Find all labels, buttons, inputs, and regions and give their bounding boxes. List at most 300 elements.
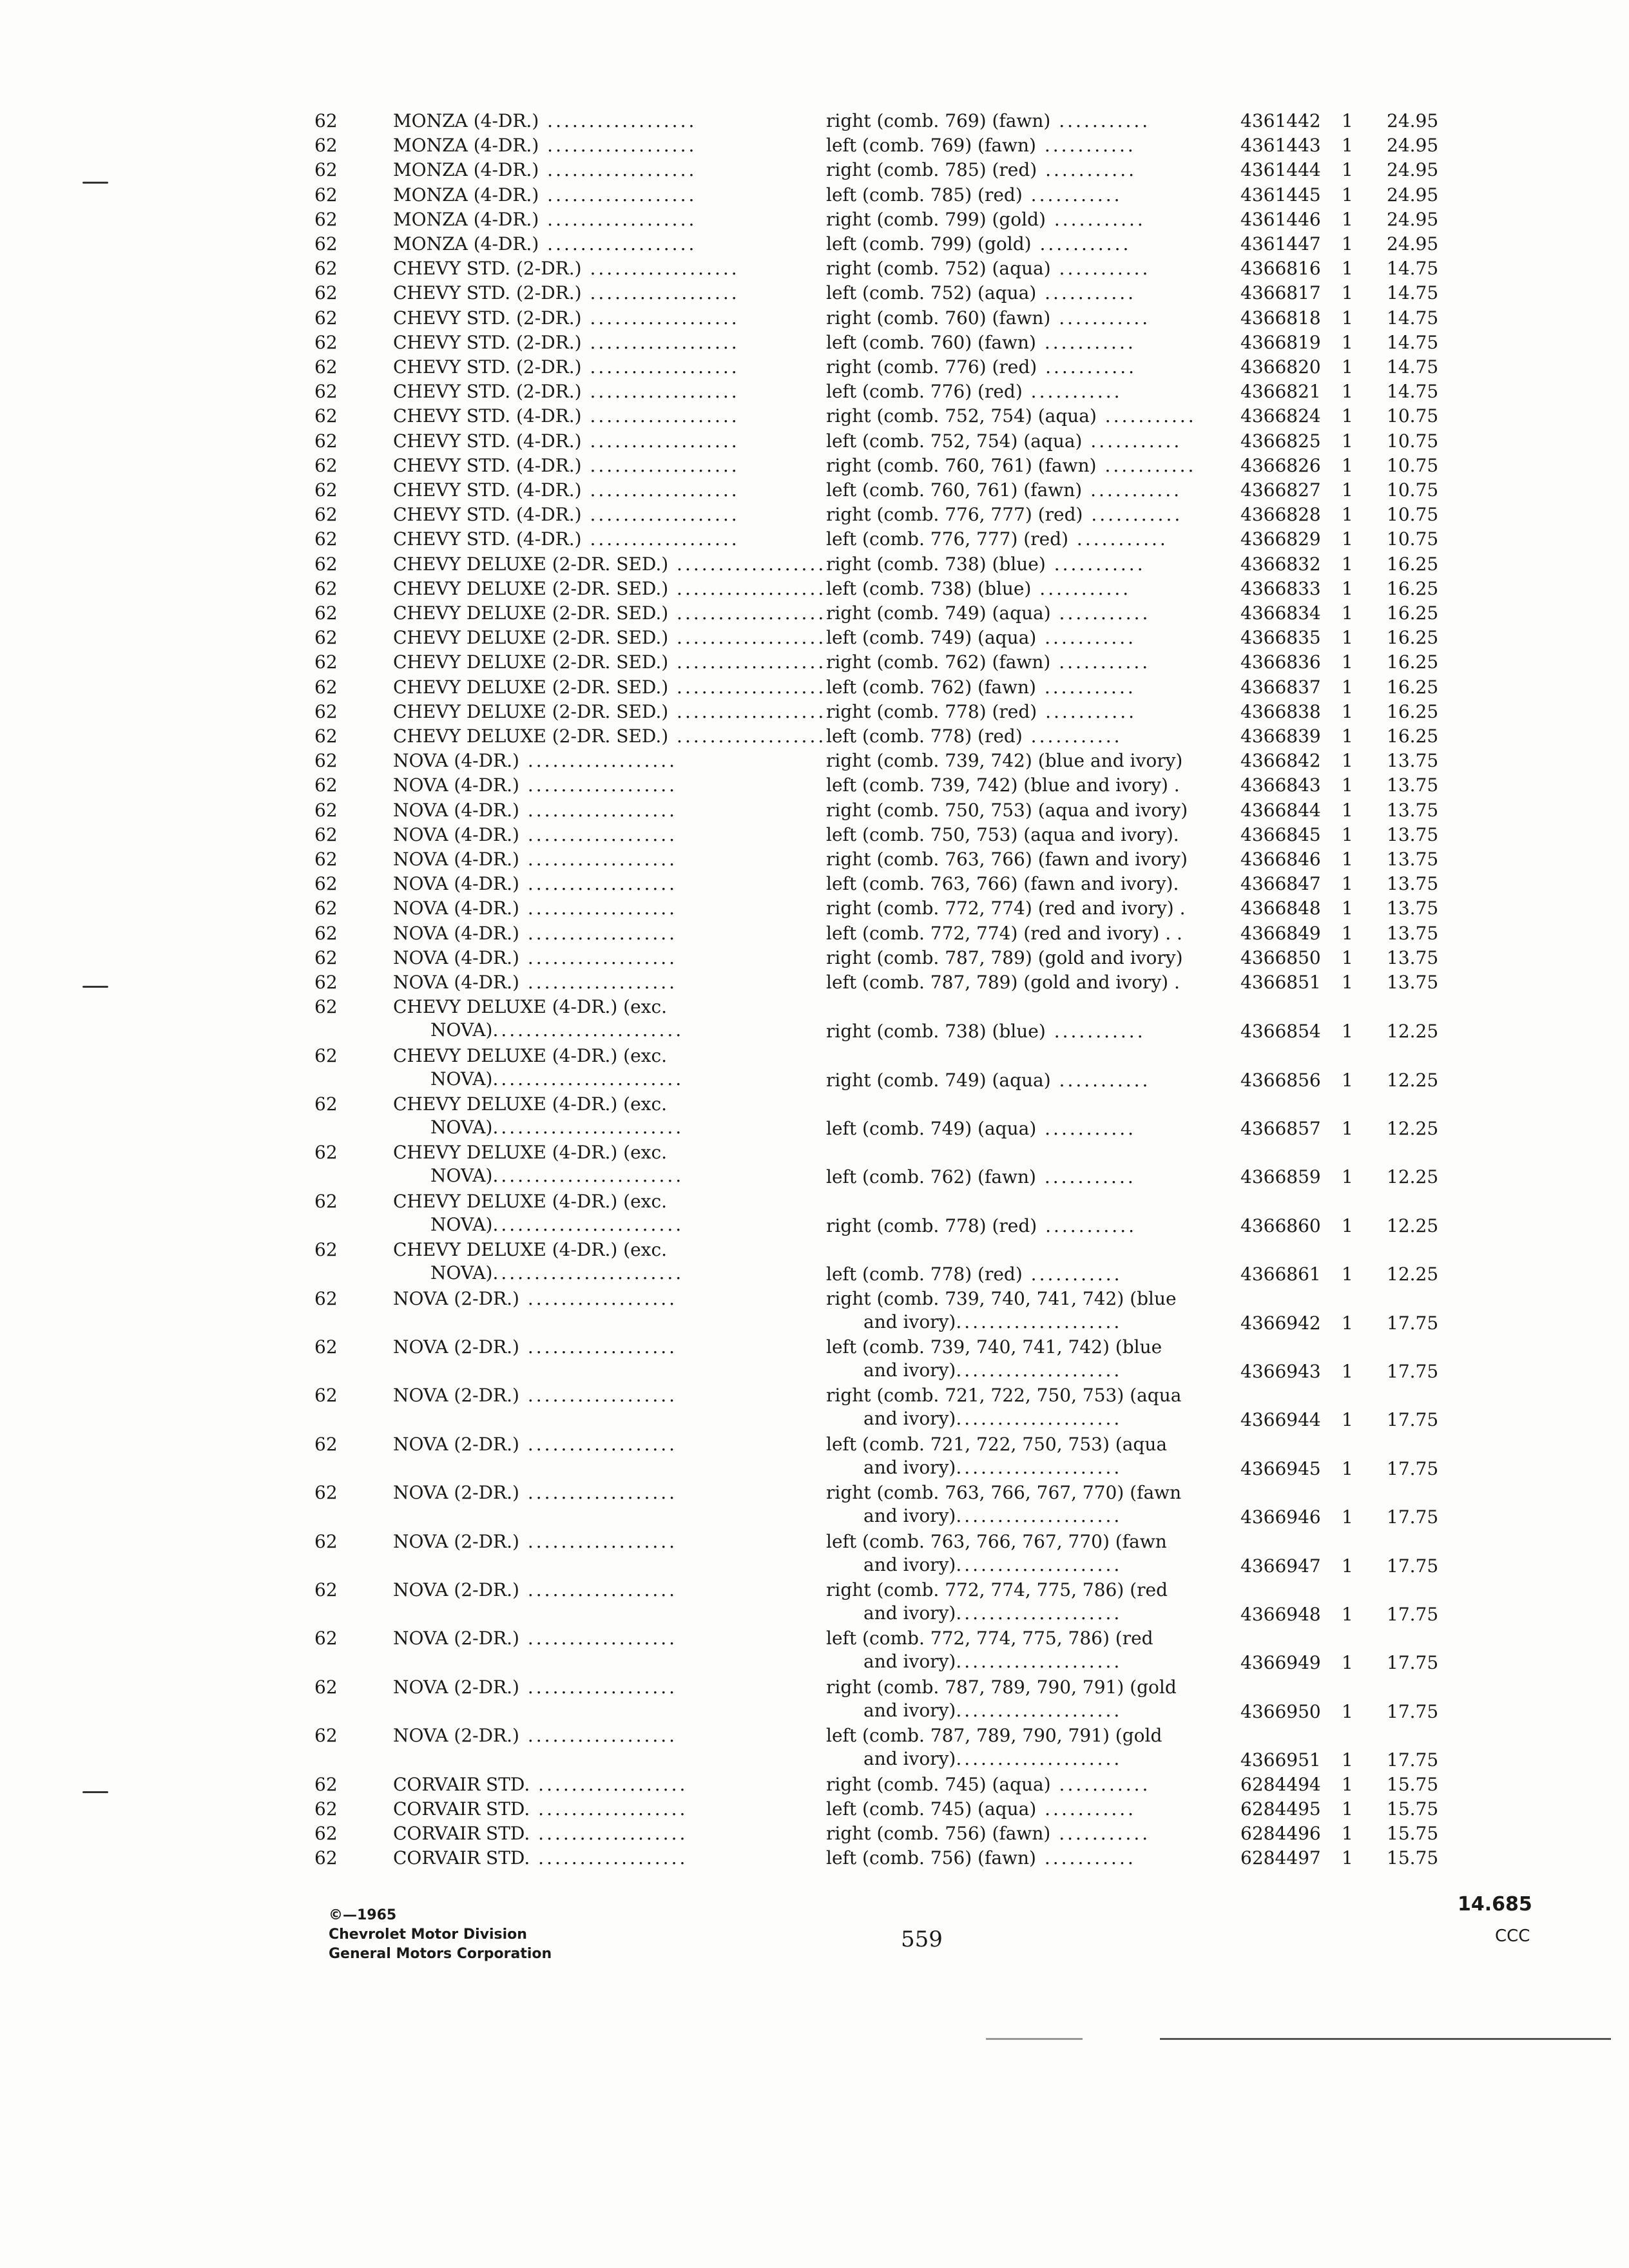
item-description-text: right (comb. 750, 753) (aqua and ivory) bbox=[826, 799, 1188, 821]
list-price: 10.75 bbox=[1387, 430, 1439, 452]
leader-dots: .................. bbox=[539, 184, 697, 206]
leader-dots: .................... bbox=[956, 1553, 1123, 1575]
model-year: 62 bbox=[314, 1773, 338, 1795]
list-price: 16.25 bbox=[1387, 676, 1439, 698]
part-number: 4361442 bbox=[1240, 110, 1321, 131]
part-number: 4366942 bbox=[1240, 1312, 1321, 1334]
part-number: 4366820 bbox=[1240, 356, 1321, 378]
leader-dots: .................... bbox=[956, 1748, 1123, 1770]
item-description bbox=[826, 380, 1239, 403]
model-name-text: CHEVY DELUXE (2-DR. SED.) bbox=[393, 602, 669, 624]
item-description-text: right (comb. 772, 774) (red and ivory) . bbox=[826, 898, 1186, 919]
model-name bbox=[393, 1481, 780, 1504]
item-description bbox=[826, 1773, 1239, 1796]
model-name-text: CHEVY STD. (2-DR.) bbox=[393, 258, 582, 280]
item-description-text: left (comb. 739, 740, 741, 742) (blue bbox=[826, 1336, 1162, 1358]
model-name-text: NOVA (4-DR.) bbox=[393, 922, 519, 944]
model-name-text: MONZA (4-DR.) bbox=[393, 135, 539, 157]
item-description-text: left (comb. 787, 789, 790, 791) (gold bbox=[826, 1725, 1162, 1747]
model-name-text: CHEVY DELUXE (4-DR.) (exc. bbox=[393, 1093, 668, 1115]
list-price: 17.75 bbox=[1387, 1361, 1439, 1382]
model-name-text: CHEVY DELUXE (4-DR.) (exc. bbox=[393, 1142, 668, 1164]
leader-dots: ....................... bbox=[492, 1213, 684, 1235]
model-name bbox=[393, 257, 780, 280]
leader-dots: .................. bbox=[519, 1336, 678, 1358]
part-number: 4361446 bbox=[1240, 208, 1321, 230]
quantity: 1 bbox=[1342, 1069, 1353, 1091]
item-description-text: right (comb. 760) (fawn) bbox=[826, 307, 1051, 329]
list-price: 17.75 bbox=[1387, 1700, 1439, 1722]
model-name-text: CHEVY STD. (4-DR.) bbox=[393, 479, 582, 501]
list-price: 13.75 bbox=[1387, 972, 1439, 993]
leader-dots: .................. bbox=[539, 233, 697, 255]
model-year: 62 bbox=[314, 602, 338, 624]
model-name bbox=[393, 700, 827, 724]
item-description bbox=[826, 1020, 1239, 1043]
leader-dots: .................. bbox=[530, 1798, 688, 1820]
item-description bbox=[826, 651, 1239, 674]
model-name-text: MONZA (4-DR.) bbox=[393, 233, 539, 255]
copyright-line: ©—1965 bbox=[329, 1907, 397, 1923]
model-name-text: CHEVY DELUXE (2-DR. SED.) bbox=[393, 651, 669, 673]
item-description-continued bbox=[826, 1504, 1239, 1528]
leader-dots: ........... bbox=[1050, 1823, 1151, 1844]
part-number: 4366856 bbox=[1240, 1069, 1321, 1091]
item-description-text: left (comb. 750, 753) (aqua and ivory). bbox=[826, 823, 1179, 845]
quantity: 1 bbox=[1342, 1749, 1353, 1771]
leader-dots: ........... bbox=[1082, 430, 1182, 452]
model-name bbox=[393, 922, 780, 945]
list-price: 14.75 bbox=[1387, 258, 1439, 280]
quantity: 1 bbox=[1342, 873, 1353, 895]
part-number: 4366844 bbox=[1240, 799, 1321, 821]
quantity: 1 bbox=[1342, 1773, 1353, 1795]
model-name-text: NOVA (2-DR.) bbox=[393, 1385, 519, 1407]
list-price: 10.75 bbox=[1387, 479, 1439, 501]
list-price: 17.75 bbox=[1387, 1749, 1439, 1771]
item-description-text: left (comb. 752) (aqua) bbox=[826, 282, 1037, 304]
item-description-text: left (comb. 738) (blue) bbox=[826, 577, 1032, 599]
item-description-continued bbox=[826, 1407, 1239, 1430]
model-name bbox=[393, 134, 780, 157]
model-name-text: CHEVY DELUXE (4-DR.) (exc. bbox=[393, 1190, 668, 1212]
item-description-text: left (comb. 763, 766, 767, 770) (fawn bbox=[826, 1530, 1167, 1552]
model-name bbox=[393, 1044, 780, 1091]
model-name-continued-text: NOVA) bbox=[430, 1165, 493, 1187]
item-description bbox=[826, 1822, 1239, 1845]
model-name-text: NOVA (2-DR.) bbox=[393, 1482, 519, 1504]
model-year: 62 bbox=[314, 922, 338, 944]
item-description bbox=[826, 947, 1239, 970]
leader-dots: .................. bbox=[519, 1385, 678, 1407]
item-description bbox=[826, 577, 1239, 601]
model-name-text: CORVAIR STD. bbox=[393, 1823, 530, 1844]
item-description bbox=[826, 1530, 1239, 1577]
item-description-continued bbox=[826, 1456, 1239, 1479]
leader-dots: ........... bbox=[1036, 331, 1136, 353]
quantity: 1 bbox=[1342, 823, 1353, 845]
quantity: 1 bbox=[1342, 479, 1353, 501]
leader-dots: .................. bbox=[668, 651, 827, 673]
item-description-continued-text: and ivory) bbox=[863, 1408, 956, 1430]
leader-dots: .................. bbox=[581, 356, 740, 378]
list-price: 13.75 bbox=[1387, 947, 1439, 968]
model-name bbox=[393, 307, 780, 330]
item-description-text: left (comb. 778) (red) bbox=[826, 726, 1023, 747]
leader-dots: .................. bbox=[668, 627, 827, 649]
item-description bbox=[826, 897, 1239, 920]
quantity: 1 bbox=[1342, 1457, 1353, 1479]
quantity: 1 bbox=[1342, 1264, 1353, 1285]
item-description bbox=[826, 331, 1239, 354]
model-name-text: CORVAIR STD. bbox=[393, 1798, 530, 1820]
leader-dots: .................. bbox=[581, 282, 740, 304]
leader-dots: .................. bbox=[519, 947, 678, 968]
model-name bbox=[393, 208, 780, 231]
leader-dots: ........... bbox=[1036, 1847, 1136, 1869]
leader-dots: .................. bbox=[581, 258, 740, 280]
model-year: 62 bbox=[314, 184, 338, 206]
leader-dots: .................. bbox=[581, 381, 740, 403]
part-number: 4366832 bbox=[1240, 553, 1321, 575]
publisher-block bbox=[329, 1906, 552, 1964]
model-name-text: MONZA (4-DR.) bbox=[393, 159, 539, 181]
quantity: 1 bbox=[1342, 504, 1353, 526]
leader-dots: ........... bbox=[1036, 676, 1136, 698]
leader-dots: ........... bbox=[1036, 135, 1136, 157]
part-number: 4366947 bbox=[1240, 1555, 1321, 1577]
leader-dots: .................. bbox=[519, 1579, 678, 1600]
punch-mark bbox=[82, 986, 108, 988]
leader-dots: .................. bbox=[519, 972, 678, 993]
model-year: 62 bbox=[314, 1676, 338, 1698]
leader-dots: .................... bbox=[956, 1651, 1123, 1673]
model-name bbox=[393, 405, 780, 428]
model-year: 62 bbox=[314, 996, 338, 1018]
item-description-text: left (comb. 762) (fawn) bbox=[826, 1166, 1036, 1188]
list-price: 15.75 bbox=[1387, 1773, 1439, 1795]
quantity: 1 bbox=[1342, 233, 1353, 255]
model-year: 62 bbox=[314, 1287, 338, 1309]
item-description bbox=[826, 1627, 1239, 1673]
item-description-text: left (comb. 787, 789) (gold and ivory) . bbox=[826, 972, 1180, 993]
item-description-text: right (comb. 785) (red) bbox=[826, 159, 1037, 181]
model-name-text: NOVA (2-DR.) bbox=[393, 1287, 519, 1309]
model-name bbox=[393, 1093, 780, 1139]
item-description-text: left (comb. 749) (aqua) bbox=[826, 1118, 1037, 1139]
model-name-text: MONZA (4-DR.) bbox=[393, 184, 539, 206]
model-name bbox=[393, 1384, 780, 1407]
list-price: 16.25 bbox=[1387, 651, 1439, 673]
model-name-continued-text: NOVA) bbox=[430, 1019, 493, 1041]
page-number: 559 bbox=[901, 1927, 943, 1952]
leader-dots: .................. bbox=[581, 479, 740, 501]
item-description bbox=[826, 1117, 1239, 1140]
model-year: 62 bbox=[314, 135, 338, 157]
item-description bbox=[826, 1069, 1239, 1092]
item-description bbox=[826, 1433, 1239, 1479]
leader-dots: ........... bbox=[1083, 504, 1183, 526]
model-name bbox=[393, 1822, 780, 1845]
model-name bbox=[393, 356, 780, 379]
model-year: 62 bbox=[314, 700, 338, 722]
model-year: 62 bbox=[314, 627, 338, 649]
leader-dots: ........... bbox=[1045, 553, 1146, 575]
model-name bbox=[393, 872, 780, 896]
model-name-text: CHEVY STD. (4-DR.) bbox=[393, 454, 582, 476]
model-name-text: NOVA (4-DR.) bbox=[393, 898, 519, 919]
item-description-text: left (comb. 776) (red) bbox=[826, 381, 1023, 403]
item-description bbox=[826, 700, 1239, 724]
model-year: 62 bbox=[314, 823, 338, 845]
bottom-rule bbox=[1160, 2038, 1611, 2040]
model-name bbox=[393, 1627, 780, 1650]
model-name bbox=[393, 823, 780, 847]
part-number: 4361443 bbox=[1240, 135, 1321, 157]
item-description-text: right (comb. 749) (aqua) bbox=[826, 602, 1051, 624]
item-description-continued-text: and ivory) bbox=[863, 1553, 956, 1575]
quantity: 1 bbox=[1342, 553, 1353, 575]
model-name-text: CHEVY DELUXE (4-DR.) (exc. bbox=[393, 996, 668, 1018]
part-number: 4366950 bbox=[1240, 1700, 1321, 1722]
model-name bbox=[393, 774, 780, 797]
quantity: 1 bbox=[1342, 1409, 1353, 1431]
leader-dots: .................. bbox=[581, 405, 740, 427]
model-year: 62 bbox=[314, 1093, 338, 1115]
leader-dots: ........... bbox=[1022, 184, 1123, 206]
list-price: 12.25 bbox=[1387, 1118, 1439, 1139]
model-year: 62 bbox=[314, 1190, 338, 1212]
list-price: 10.75 bbox=[1387, 405, 1439, 427]
item-description-text: right (comb. 769) (fawn) bbox=[826, 110, 1051, 131]
model-name bbox=[393, 947, 780, 970]
model-year: 62 bbox=[314, 1142, 338, 1164]
quantity: 1 bbox=[1342, 1021, 1353, 1043]
item-description-text: left (comb. 756) (fawn) bbox=[826, 1847, 1036, 1869]
section-code: CCC bbox=[1495, 1927, 1530, 1946]
model-year: 62 bbox=[314, 898, 338, 919]
model-name-text: NOVA (4-DR.) bbox=[393, 774, 519, 796]
item-description bbox=[826, 1724, 1239, 1771]
leader-dots: .................... bbox=[956, 1311, 1123, 1332]
list-price: 24.95 bbox=[1387, 208, 1439, 230]
list-price: 15.75 bbox=[1387, 1823, 1439, 1844]
part-number: 4361444 bbox=[1240, 159, 1321, 181]
item-description-text: right (comb. 763, 766, 767, 770) (fawn bbox=[826, 1482, 1182, 1504]
model-year: 62 bbox=[314, 553, 338, 575]
item-description-text: right (comb. 762) (fawn) bbox=[826, 651, 1051, 673]
item-description-continued-text: and ivory) bbox=[863, 1311, 956, 1332]
leader-dots: ........... bbox=[1031, 233, 1132, 255]
model-name-text: CHEVY STD. (4-DR.) bbox=[393, 405, 582, 427]
part-number: 4366944 bbox=[1240, 1409, 1321, 1431]
leader-dots: .................... bbox=[956, 1456, 1123, 1478]
item-description-continued-text: and ivory) bbox=[863, 1602, 956, 1624]
quantity: 1 bbox=[1342, 1604, 1353, 1625]
model-name-text: NOVA (4-DR.) bbox=[393, 799, 519, 821]
model-year: 62 bbox=[314, 1482, 338, 1504]
model-name bbox=[393, 1336, 780, 1359]
leader-dots: .................. bbox=[519, 1676, 678, 1698]
model-name-text: NOVA (2-DR.) bbox=[393, 1336, 519, 1358]
item-description bbox=[826, 159, 1239, 182]
quantity: 1 bbox=[1342, 307, 1353, 329]
item-description bbox=[826, 233, 1239, 256]
quantity: 1 bbox=[1342, 947, 1353, 968]
model-year: 62 bbox=[314, 282, 338, 304]
model-year: 62 bbox=[314, 504, 338, 526]
list-price: 24.95 bbox=[1387, 184, 1439, 206]
model-name bbox=[393, 1141, 780, 1187]
list-price: 16.25 bbox=[1387, 577, 1439, 599]
item-description-continued-text: and ivory) bbox=[863, 1456, 956, 1478]
leader-dots: ........... bbox=[1037, 700, 1137, 722]
model-name-text: CHEVY STD. (4-DR.) bbox=[393, 528, 582, 550]
model-name bbox=[393, 848, 780, 871]
item-description bbox=[826, 1579, 1239, 1625]
model-name bbox=[393, 749, 780, 773]
item-description-text: left (comb. 778) (red) bbox=[826, 1264, 1023, 1285]
division-line: Chevrolet Motor Division bbox=[329, 1927, 527, 1943]
model-name-continued-text: NOVA) bbox=[430, 1068, 493, 1090]
leader-dots: .................. bbox=[519, 1287, 678, 1309]
model-name-text: NOVA (4-DR.) bbox=[393, 972, 519, 993]
model-name bbox=[393, 1238, 780, 1285]
model-name bbox=[393, 528, 780, 551]
model-name bbox=[393, 971, 780, 994]
leader-dots: ........... bbox=[1045, 208, 1146, 230]
leader-dots: .................... bbox=[956, 1408, 1123, 1430]
model-name-continued bbox=[393, 1116, 780, 1139]
item-description bbox=[826, 1676, 1239, 1722]
part-number: 4366838 bbox=[1240, 700, 1321, 722]
item-description-text: left (comb. 785) (red) bbox=[826, 184, 1023, 206]
model-name bbox=[393, 553, 827, 576]
model-year: 62 bbox=[314, 1798, 338, 1820]
item-description-text: right (comb. 752, 754) (aqua) bbox=[826, 405, 1097, 427]
bottom-rule bbox=[986, 2038, 1083, 2040]
list-price: 16.25 bbox=[1387, 700, 1439, 722]
part-number: 4366846 bbox=[1240, 849, 1321, 870]
item-description-text: left (comb. 769) (fawn) bbox=[826, 135, 1036, 157]
item-description-text: right (comb. 787, 789, 790, 791) (gold bbox=[826, 1676, 1177, 1698]
model-name-text: CHEVY DELUXE (2-DR. SED.) bbox=[393, 577, 669, 599]
model-name-continued bbox=[393, 1019, 780, 1042]
part-number: 4366850 bbox=[1240, 947, 1321, 968]
list-price: 17.75 bbox=[1387, 1555, 1439, 1577]
quantity: 1 bbox=[1342, 898, 1353, 919]
model-name bbox=[393, 1530, 780, 1553]
model-name-continued-text: NOVA) bbox=[430, 1117, 493, 1138]
leader-dots: ....................... bbox=[492, 1262, 684, 1284]
item-description bbox=[826, 307, 1239, 330]
model-name bbox=[393, 602, 827, 625]
item-description-continued-text: and ivory) bbox=[863, 1748, 956, 1770]
model-name-continued bbox=[393, 1068, 780, 1091]
model-name bbox=[393, 1676, 780, 1699]
quantity: 1 bbox=[1342, 799, 1353, 821]
model-year: 62 bbox=[314, 307, 338, 329]
item-description bbox=[826, 1847, 1239, 1870]
part-number: 4366833 bbox=[1240, 577, 1321, 599]
quantity: 1 bbox=[1342, 356, 1353, 378]
model-name-text: CHEVY DELUXE (2-DR. SED.) bbox=[393, 700, 669, 722]
leader-dots: ........... bbox=[1045, 1021, 1146, 1043]
item-description-text: left (comb. 772, 774, 775, 786) (red bbox=[826, 1628, 1153, 1649]
item-description-text: right (comb. 738) (blue) bbox=[826, 1021, 1046, 1043]
model-name-text: MONZA (4-DR.) bbox=[393, 110, 539, 131]
model-name-text: CHEVY STD. (2-DR.) bbox=[393, 282, 582, 304]
leader-dots: ....................... bbox=[492, 1068, 684, 1090]
model-name bbox=[393, 1190, 780, 1236]
leader-dots: .................. bbox=[530, 1847, 688, 1869]
quantity: 1 bbox=[1342, 577, 1353, 599]
quantity: 1 bbox=[1342, 1506, 1353, 1528]
part-number: 4366854 bbox=[1240, 1021, 1321, 1043]
item-description bbox=[826, 503, 1239, 526]
leader-dots: .................. bbox=[519, 799, 678, 821]
quantity: 1 bbox=[1342, 159, 1353, 181]
quantity: 1 bbox=[1342, 1118, 1353, 1139]
leader-dots: .................. bbox=[519, 1725, 678, 1747]
leader-dots: ....................... bbox=[492, 1019, 684, 1041]
item-description bbox=[826, 1263, 1239, 1286]
leader-dots: .................. bbox=[581, 331, 740, 353]
leader-dots: .................. bbox=[668, 577, 827, 599]
list-price: 17.75 bbox=[1387, 1604, 1439, 1625]
model-name-text: NOVA (4-DR.) bbox=[393, 849, 519, 870]
item-description-text: right (comb. 745) (aqua) bbox=[826, 1773, 1051, 1795]
list-price: 13.75 bbox=[1387, 774, 1439, 796]
model-name-text: NOVA (4-DR.) bbox=[393, 823, 519, 845]
item-description-text: right (comb. 772, 774, 775, 786) (red bbox=[826, 1579, 1168, 1600]
part-number: 4366829 bbox=[1240, 528, 1321, 550]
list-price: 13.75 bbox=[1387, 849, 1439, 870]
model-name bbox=[393, 1773, 780, 1796]
item-description bbox=[826, 184, 1239, 207]
item-description-text: left (comb. 772, 774) (red and ivory) . . bbox=[826, 922, 1182, 944]
item-description bbox=[826, 1287, 1239, 1334]
part-number: 4366818 bbox=[1240, 307, 1321, 329]
leader-dots: ........... bbox=[1050, 1069, 1151, 1091]
model-name bbox=[393, 897, 780, 920]
quantity: 1 bbox=[1342, 282, 1353, 304]
item-description-continued bbox=[826, 1747, 1239, 1771]
quantity: 1 bbox=[1342, 651, 1353, 673]
model-year: 62 bbox=[314, 577, 338, 599]
model-name-text: CORVAIR STD. bbox=[393, 1847, 530, 1869]
leader-dots: .................. bbox=[519, 1433, 678, 1455]
model-year: 62 bbox=[314, 1725, 338, 1747]
item-description-text: right (comb. 778) (red) bbox=[826, 700, 1037, 722]
model-year: 62 bbox=[314, 726, 338, 747]
model-name bbox=[393, 430, 780, 453]
list-price: 13.75 bbox=[1387, 898, 1439, 919]
leader-dots: .................. bbox=[581, 430, 740, 452]
model-name bbox=[393, 233, 780, 256]
model-year: 62 bbox=[314, 1579, 338, 1600]
part-number: 4366857 bbox=[1240, 1118, 1321, 1139]
item-description-text: right (comb. 799) (gold) bbox=[826, 208, 1046, 230]
item-description-continued-text: and ivory) bbox=[863, 1651, 956, 1673]
model-year: 62 bbox=[314, 1239, 338, 1261]
list-price: 14.75 bbox=[1387, 381, 1439, 403]
quantity: 1 bbox=[1342, 184, 1353, 206]
quantity: 1 bbox=[1342, 1823, 1353, 1844]
list-price: 10.75 bbox=[1387, 528, 1439, 550]
list-price: 14.75 bbox=[1387, 282, 1439, 304]
model-name-text: CHEVY STD. (4-DR.) bbox=[393, 430, 582, 452]
